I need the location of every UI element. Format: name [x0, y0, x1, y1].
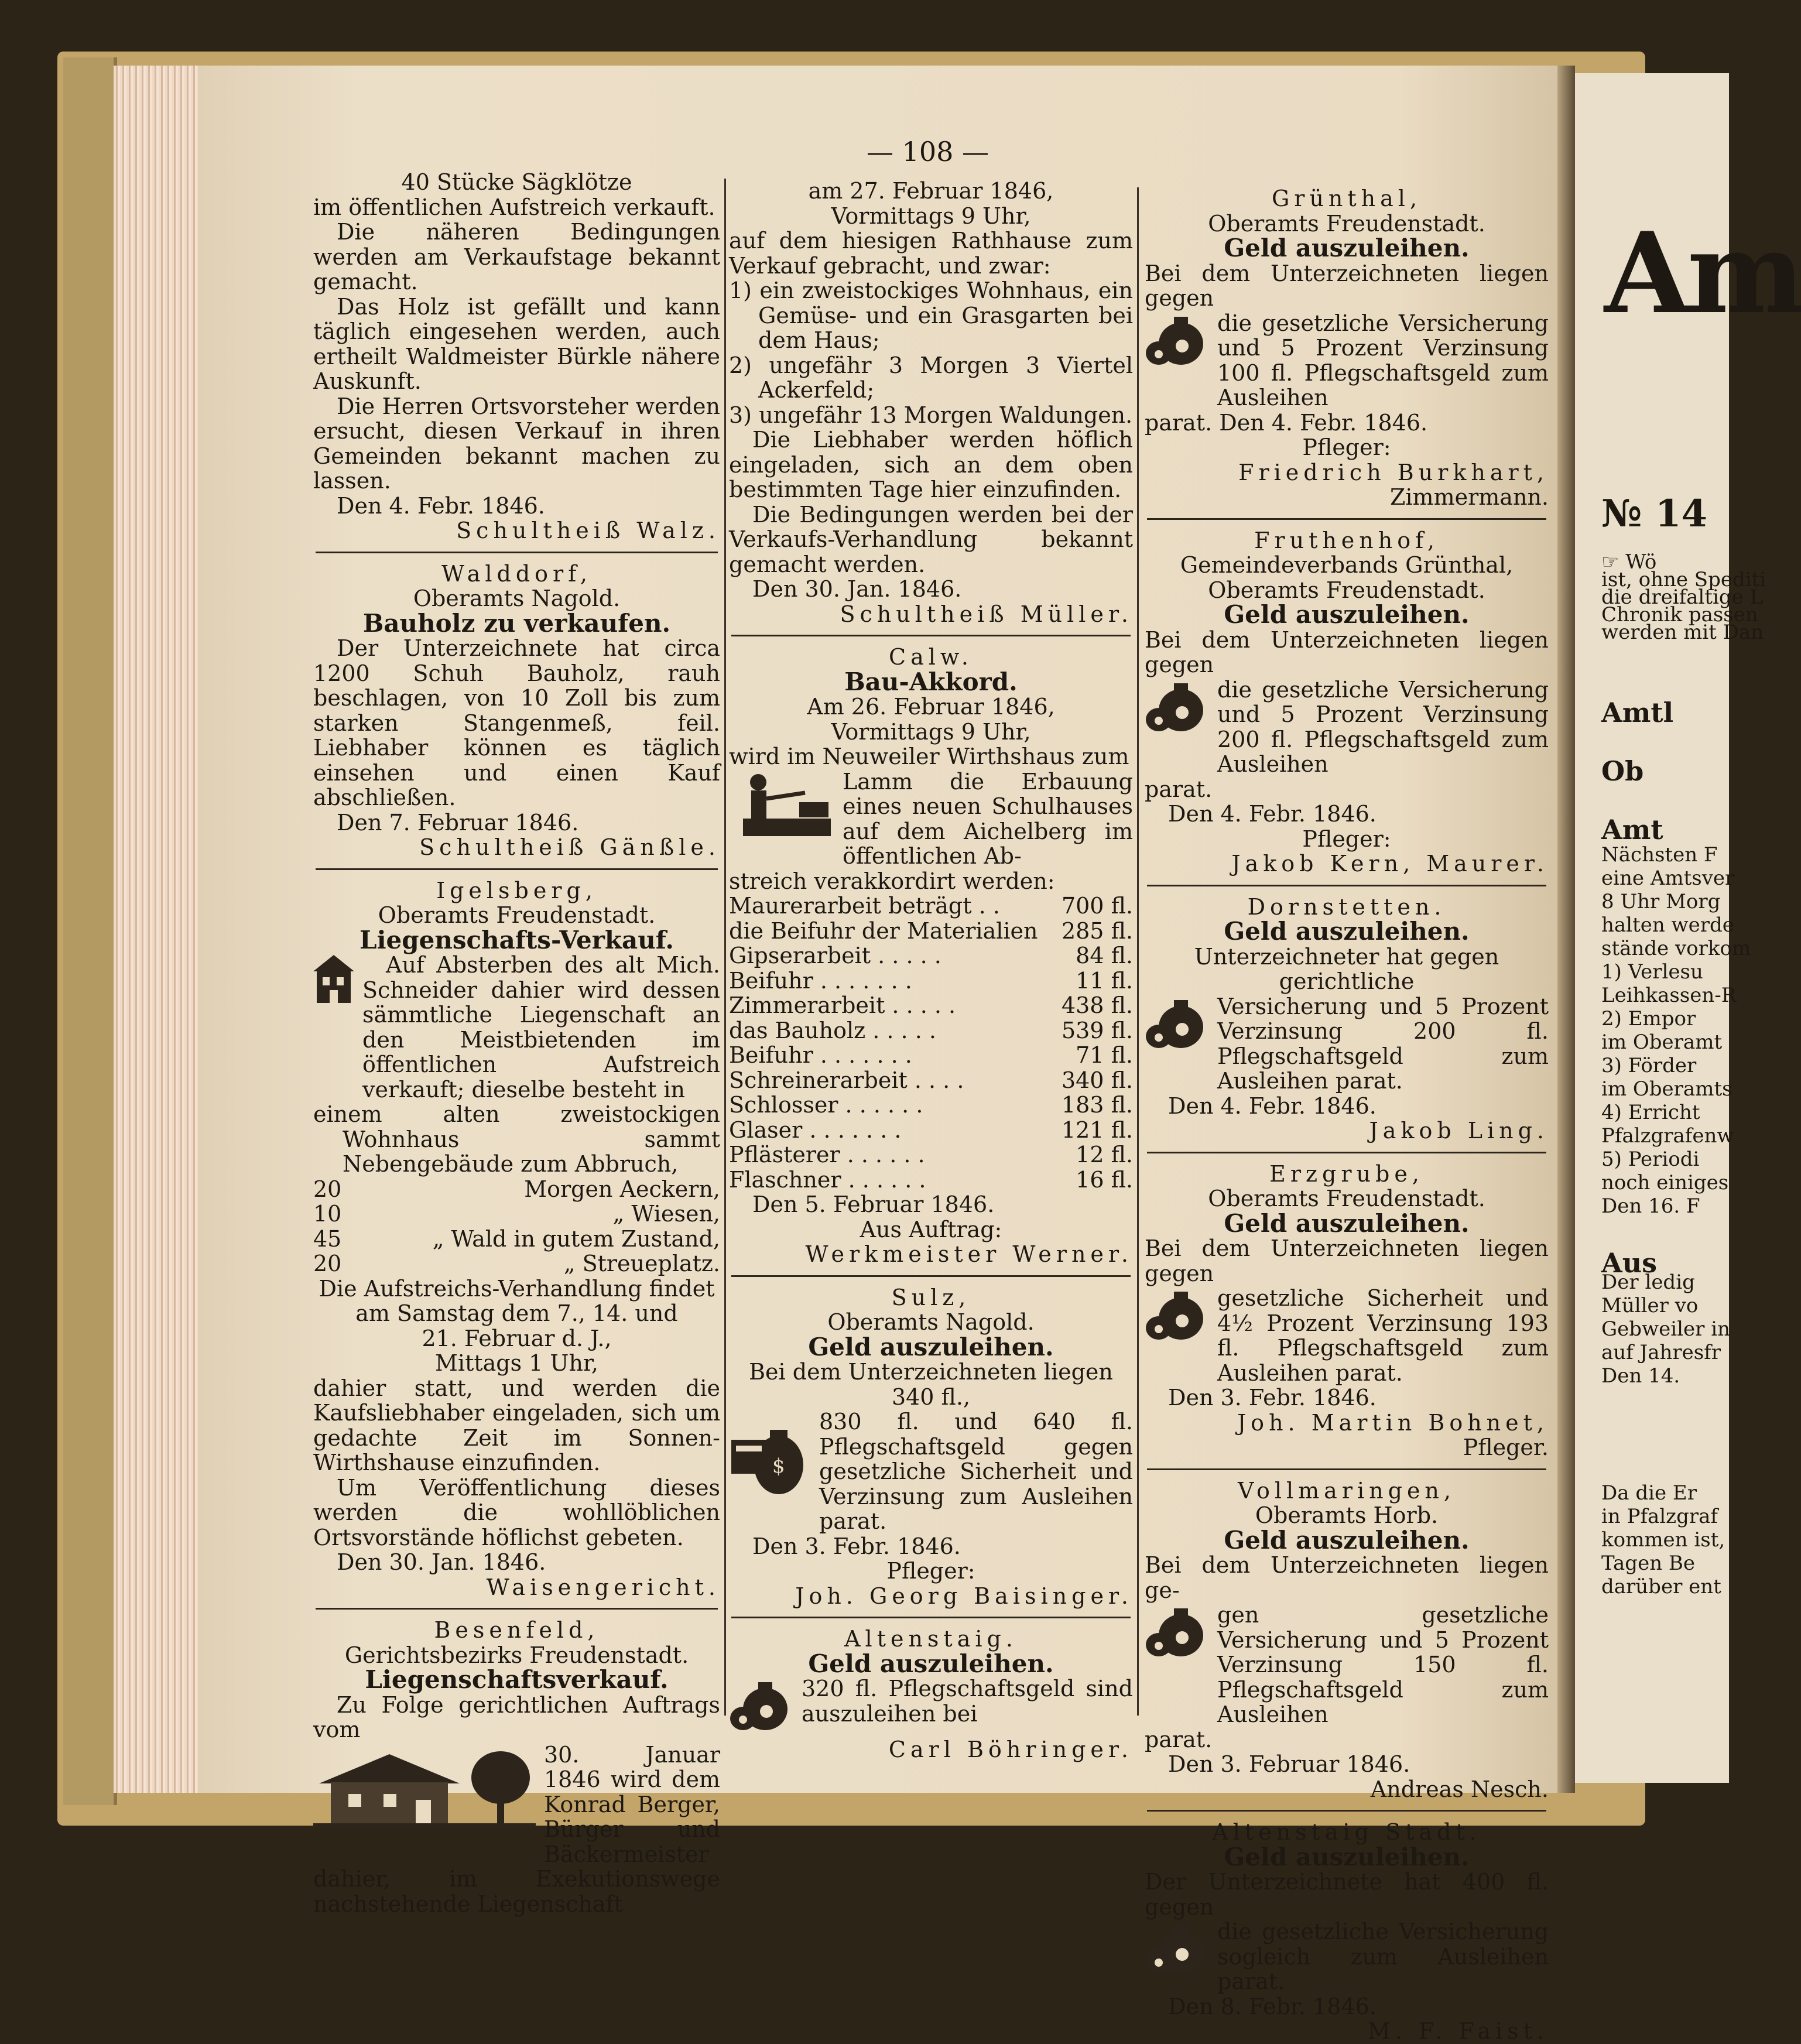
- money-icon: [1145, 1603, 1209, 1663]
- ad-heading: Geld auszuleihen.: [1224, 234, 1470, 262]
- item-label: 10: [313, 1201, 342, 1227]
- page-number: — 108 —: [867, 136, 989, 167]
- ad-heading: Geld auszuleihen.: [808, 1649, 1054, 1678]
- text-line: Die Bedingungen werden bei der Verkaufs-Verhandlung bekannt gemacht werden.: [729, 501, 1133, 577]
- column-rule: [1137, 187, 1139, 1716]
- money-icon: [1145, 311, 1209, 372]
- text-line: Der Unterzeichnete hat circa 1200 Schuh Bauholz, rauh beschlagen, von 10 Zoll bis zum starken Stangenmeß, feil. Liebhaber können es täglich einsehen und einen Kauf abschließen.: [313, 635, 720, 810]
- text-line: Igelsberg,: [436, 877, 597, 903]
- text-line: Oberamts Horb.: [1255, 1502, 1439, 1528]
- item-value: „ Wald in gutem Zustand,: [432, 1225, 720, 1252]
- next-page-line: ☞ Wö: [1601, 550, 1657, 574]
- next-page-line: Amt: [1601, 814, 1663, 845]
- text-line: Am 26. Februar 1846,: [807, 694, 1055, 720]
- text-line: gesetzliche Sicherheit und 4½ Prozent Verzinsung 193 fl. Pflegschaftsgeld zum Ausleihen parat.: [1217, 1285, 1549, 1386]
- text-line: Joh. Martin Bohnet,: [1237, 1409, 1549, 1436]
- ad-heading: Geld auszuleihen.: [808, 1332, 1054, 1361]
- text-line: Joh. Georg Baisinger.: [795, 1583, 1133, 1609]
- text-line: Die Liebhaber werden höflich eingeladen, sich an dem oben bestimmten Tage hier einzufinden.: [729, 427, 1133, 502]
- next-page-line: ist, ohne Spediti: [1601, 568, 1766, 591]
- next-page-line: Chronik passen: [1601, 603, 1758, 626]
- text-line: Oberamts Freudenstadt.: [378, 902, 656, 928]
- text-line: Calw.: [889, 644, 973, 670]
- column-1: [313, 170, 720, 1916]
- line-item: [729, 1167, 1133, 1193]
- money-icon: [1145, 1286, 1209, 1347]
- text-line: Lamm die Erbauung eines neuen Schulhauses auf dem Aichelberg im öffentlichen Ab-: [843, 768, 1133, 869]
- text-line: dahier, im Exekutionswege nachstehende Liegenschaft: [313, 1866, 720, 1917]
- text-line: Andreas Nesch.: [1370, 1776, 1549, 1802]
- text-line: Vormittags 9 Uhr,: [831, 718, 1031, 745]
- next-page-line: Amtl: [1601, 697, 1674, 728]
- text-line: Pfleger:: [1302, 826, 1391, 852]
- text-line: Den 4. Febr. 1846.: [1168, 1093, 1377, 1119]
- text-line: Sulz,: [891, 1284, 971, 1310]
- section-rule: [1147, 1468, 1546, 1470]
- text-line: Vormittags 9 Uhr,: [831, 203, 1031, 229]
- item-label: die Beifuhr der Materialien: [729, 917, 1038, 944]
- item-value: „ Streueplatz.: [563, 1251, 720, 1276]
- text-line: wird im Neuweiler Wirthshaus zum: [729, 744, 1129, 769]
- text-line: Vollmaringen,: [1238, 1477, 1456, 1504]
- section-rule: [316, 1608, 718, 1610]
- item-value: „ Wiesen,: [612, 1201, 720, 1227]
- next-page-line: Gebweiler in: [1601, 1317, 1730, 1341]
- line-item: [729, 1142, 1133, 1167]
- text-line: Die Herren Ortsvorsteher werden ersucht, diesen Verkauf in ihren Gemeinden bekannt machen zu lassen.: [313, 393, 720, 494]
- text-line: Bei dem Unterzeichneten liegen gegen: [1145, 260, 1549, 311]
- item-label: Maurerarbeit beträgt . .: [729, 893, 1000, 919]
- text-line: Oberamts Freudenstadt.: [1208, 210, 1485, 237]
- line-item: [729, 919, 1133, 944]
- text-line: Schultheiß Müller.: [840, 601, 1133, 627]
- illustrated-block: [1145, 1919, 1549, 1994]
- next-page-line: 4) Erricht: [1601, 1101, 1700, 1124]
- text-line: Die näheren Bedingungen werden am Verkaufstage bekannt gemacht.: [313, 219, 720, 295]
- text-line: Besenfeld,: [434, 1617, 600, 1643]
- text-line: Den 30. Jan. 1846.: [337, 1549, 546, 1575]
- section-rule: [731, 1275, 1131, 1277]
- text-line: Die Aufstreichs-Verhandlung findet am Samstag dem 7., 14. und: [319, 1275, 715, 1326]
- money-icon: [1145, 677, 1209, 738]
- column-rule: [724, 179, 726, 1716]
- section-rule: [316, 868, 718, 870]
- text-line: auf dem hiesigen Rathhause zum Verkauf gebracht, und zwar:: [729, 228, 1133, 279]
- item-label: Glaser . . . . . . .: [729, 1117, 902, 1143]
- next-page-line: 1) Verlesu: [1601, 960, 1703, 984]
- text-line: Dornstetten.: [1247, 893, 1446, 920]
- text-line: Jakob Kern, Maurer.: [1231, 851, 1549, 877]
- line-item: [729, 993, 1133, 1018]
- text-line: Bei dem Unterzeichneten liegen ge-: [1145, 1552, 1549, 1603]
- next-page-line: im Oberamt: [1601, 1030, 1723, 1054]
- line-item: [729, 1068, 1133, 1093]
- item-label: Schreinerarbeit . . . .: [729, 1067, 964, 1093]
- illustrated-block: [729, 1409, 1133, 1534]
- book-gutter: [1557, 66, 1575, 1793]
- text-line: 21. Februar d. J.,: [422, 1325, 612, 1351]
- item-label: Beifuhr . . . . . . .: [729, 967, 912, 994]
- column-3: [1145, 186, 1549, 2044]
- text-line: Gerichtsbezirks Freudenstadt.: [344, 1642, 689, 1668]
- item-label: Flaschner . . . . . .: [729, 1166, 926, 1193]
- text-line: dahier statt, und werden die Kaufsliebhaber eingeladen, sich um gedachte Zeit im Sonnen-Wirthshause einzufinden.: [313, 1375, 720, 1475]
- item-value: 71 fl.: [1076, 1042, 1133, 1068]
- line-item: [313, 1251, 720, 1276]
- ad-heading: Geld auszuleihen.: [1224, 1842, 1470, 1871]
- line-item: [729, 893, 1133, 919]
- next-page-line: stände vorkom: [1601, 937, 1751, 960]
- ad-heading: 3) ungefähr 13 Morgen Waldungen.: [729, 402, 1133, 428]
- ad-heading: 2) ungefähr 3 Morgen 3 Viertel Ackerfeld;: [729, 352, 1133, 403]
- item-value: 539 fl.: [1061, 1017, 1133, 1043]
- text-line: Oberamts Freudenstadt.: [1208, 1186, 1485, 1211]
- text-line: im öffentlichen Aufstreich verkauft.: [313, 194, 715, 220]
- illustrated-block: [1145, 677, 1549, 777]
- ad-heading: Liegenschaftsverkauf.: [365, 1665, 669, 1694]
- money-icon: [729, 1676, 793, 1737]
- text-line: Den 7. Februar 1846.: [337, 809, 579, 836]
- text-line: Jakob Ling.: [1369, 1118, 1549, 1143]
- next-page-line: eine Amtsver: [1601, 867, 1735, 890]
- item-label: Beifuhr . . . . . . .: [729, 1042, 912, 1068]
- text-line: Oberamts Freudenstadt.: [1208, 577, 1485, 603]
- section-rule: [1147, 1152, 1546, 1153]
- next-page-line: Leihkassen-R: [1601, 984, 1737, 1007]
- text-line: Den 3. Febr. 1846.: [752, 1533, 961, 1559]
- illustrated-block: [729, 769, 1133, 869]
- farmhouse-icon: [313, 1742, 536, 1833]
- text-line: Der Unterzeichnete hat 400 fl. gegen: [1145, 1869, 1549, 1920]
- ad-heading: Geld auszuleihen.: [1224, 1525, 1470, 1555]
- text-line: parat. Den 4. Febr. 1846.: [1145, 409, 1428, 436]
- illustrated-block: [1145, 311, 1549, 410]
- line-item: [313, 1201, 720, 1227]
- text-line: Pfleger:: [886, 1558, 975, 1584]
- next-page-line: Der ledig: [1601, 1271, 1695, 1294]
- text-line: Grünthal,: [1271, 186, 1422, 211]
- item-label: Zimmerarbeit . . . . .: [729, 992, 956, 1018]
- section-rule: [1147, 518, 1546, 520]
- text-line: 830 fl. und 640 fl. Pflegschaftsgeld gegen gesetzliche Sicherheit und Verzinsung zum Ausleihen parat.: [819, 1409, 1133, 1534]
- text-line: parat.: [1145, 776, 1213, 802]
- line-item: [729, 1043, 1133, 1068]
- line-item: [729, 943, 1133, 968]
- item-label: 20: [313, 1251, 342, 1276]
- section-rule: [731, 635, 1131, 636]
- item-label: das Bauholz . . . . .: [729, 1017, 936, 1043]
- item-label: Pflästerer . . . . . .: [729, 1142, 925, 1167]
- text-line: Walddorf,: [441, 560, 593, 587]
- illustrated-block: [313, 1742, 720, 1867]
- next-page-line: in Pfalzgraf: [1601, 1505, 1718, 1528]
- next-page-line: Pfalzgrafenw: [1601, 1124, 1734, 1148]
- next-page-masthead: Am: [1604, 208, 1801, 338]
- text-line: Den 4. Febr. 1846.: [337, 492, 545, 519]
- illustrated-block: [313, 953, 720, 1102]
- text-line: 30. Januar 1846 wird dem Konrad Berger, Bürger und Bäckermeister: [544, 1741, 720, 1867]
- next-page-line: 2) Empor: [1601, 1007, 1696, 1030]
- text-line: Oberamts Nagold.: [827, 1309, 1035, 1335]
- next-page-line: Aus: [1601, 1247, 1658, 1279]
- ad-heading: Geld auszuleihen.: [1224, 917, 1470, 946]
- next-page-line: Den 16. F: [1601, 1194, 1700, 1218]
- text-line: streich verakkordirt werden:: [729, 868, 1055, 894]
- line-item: [313, 1177, 720, 1202]
- text-line: Aus Auftrag:: [860, 1216, 1002, 1242]
- line-item: [313, 1227, 720, 1252]
- text-line: Bei dem Unterzeichneten liegen gegen: [1145, 626, 1549, 677]
- ad-heading: Geld auszuleihen.: [1224, 1208, 1470, 1238]
- text-line: Carl Böhringer.: [888, 1737, 1133, 1762]
- item-label: 45: [313, 1225, 342, 1252]
- svg-text:$: $: [772, 1454, 785, 1478]
- text-line: Den 3. Febr. 1846.: [1168, 1385, 1377, 1410]
- text-line: Pfleger:: [1302, 434, 1391, 460]
- text-line: Gemeindeverbands Grünthal,: [1180, 552, 1514, 578]
- text-line: Altenstaig Stadt.: [1212, 1819, 1481, 1845]
- illustrated-block: [729, 1676, 1133, 1737]
- money-icon: [1145, 1919, 1209, 1980]
- item-value: 340 fl.: [1061, 1067, 1133, 1093]
- ad-heading: Bauholz zu verkaufen.: [362, 608, 671, 638]
- text-line: M. F. Faist.: [1367, 2018, 1549, 2044]
- next-page-line: Tagen Be: [1601, 1552, 1696, 1575]
- column-2: [729, 179, 1133, 1762]
- line-item: [729, 1093, 1133, 1118]
- next-page-line: Ob: [1601, 755, 1644, 787]
- book-spine: [63, 57, 117, 1805]
- text-line: Um Veröffentlichung dieses werden die wohllöblichen Ortsvorstände höflichst gebeten.: [313, 1474, 720, 1550]
- item-value: 12 fl.: [1076, 1142, 1133, 1167]
- item-value: 11 fl.: [1076, 967, 1133, 994]
- item-value: Morgen Aeckern,: [524, 1176, 720, 1202]
- text-line: parat.: [1145, 1726, 1213, 1752]
- money-icon: [1145, 994, 1209, 1055]
- text-line: Versicherung und 5 Prozent Verzinsung 200 fl. Pflegschaftsgeld zum Ausleihen parat.: [1217, 993, 1549, 1094]
- next-page-line: 8 Uhr Morg: [1601, 890, 1721, 913]
- ad-heading: Geld auszuleihen.: [1224, 600, 1470, 629]
- text-line: Den 30. Jan. 1846.: [752, 576, 962, 602]
- text-line: Mittags 1 Uhr,: [435, 1350, 598, 1376]
- text-line: Pfleger.: [1463, 1434, 1549, 1460]
- next-page-line: kommen ist,: [1601, 1528, 1725, 1552]
- next-page-line: die dreifaltige L: [1601, 586, 1764, 609]
- text-line: Oberamts Nagold.: [413, 586, 621, 611]
- text-line: Den 8. Febr. 1846.: [1168, 1993, 1377, 2019]
- line-item: [729, 968, 1133, 994]
- illustrated-block: [1145, 1286, 1549, 1385]
- text-line: Den 5. Februar 1846.: [752, 1192, 995, 1217]
- text-line: die gesetzliche Versicherung und 5 Prozent Verzinsung 100 fl. Pflegschaftsgeld zum Ausleihen: [1217, 310, 1549, 410]
- text-line: die gesetzliche Versicherung sogleich zum Ausleihen parat.: [1217, 1919, 1549, 1994]
- item-value: 285 fl.: [1061, 917, 1133, 944]
- item-label: 20: [313, 1176, 342, 1202]
- text-line: Erzgrube,: [1269, 1160, 1424, 1187]
- ad-heading: 1) ein zweistockiges Wohnhaus, ein Gemüse- und ein Grasgarten bei dem Haus;: [729, 278, 1133, 353]
- ad-heading: Bau-Akkord.: [844, 667, 1018, 696]
- next-page-line: auf Jahresfr: [1601, 1341, 1721, 1364]
- next-page-line: Nächsten F: [1601, 843, 1718, 867]
- next-page-line: halten werde: [1601, 913, 1734, 937]
- builder-icon: [729, 769, 834, 842]
- text-line: Waisengericht.: [486, 1574, 720, 1600]
- text-line: Fruthenhof,: [1254, 527, 1439, 553]
- text-line: gen gesetzliche Versicherung und 5 Prozent Verzinsung 150 fl. Pflegschaftsgeld zum Ausleihen: [1217, 1602, 1549, 1727]
- item-value: 16 fl.: [1076, 1166, 1133, 1193]
- next-page-line: 3) Förder: [1601, 1054, 1697, 1077]
- text-line: Auf Absterben des alt Mich. Schneider dahier wird dessen sämmtliche Liegenschaft an den Meistbietenden im öffentlichen Aufstreich verkauft; dieselbe besteht in: [362, 952, 720, 1103]
- next-page-line: Müller vo: [1601, 1294, 1699, 1317]
- text-line: Friedrich Burkhart,: [1238, 459, 1549, 485]
- item-value: 121 fl.: [1061, 1117, 1133, 1143]
- item-value: 700 fl.: [1061, 893, 1133, 919]
- text-line: Bei dem Unterzeichneten liegen gegen: [1145, 1235, 1549, 1286]
- illustrated-block: [1145, 1603, 1549, 1727]
- house-icon: [313, 953, 354, 1008]
- next-page-line: darüber ent: [1601, 1575, 1721, 1598]
- next-page-issue: № 14: [1601, 492, 1707, 536]
- text-line: Unterzeichneter hat gegen gerichtliche: [1194, 943, 1499, 994]
- text-line: 320 fl. Pflegschaftsgeld sind auszuleihen bei: [802, 1676, 1133, 1727]
- text-line: am 27. Februar 1846,: [808, 178, 1054, 204]
- moneybag-icon: [729, 1409, 811, 1499]
- text-line: Zu Folge gerichtlichen Auftrags vom: [313, 1692, 720, 1742]
- text-line: Den 4. Febr. 1846.: [1168, 801, 1377, 827]
- section-rule: [316, 552, 718, 553]
- item-label: Gipserarbeit . . . . .: [729, 943, 941, 968]
- ad-heading: Liegenschafts-Verkauf.: [359, 925, 674, 954]
- section-rule: [1147, 1810, 1546, 1812]
- next-page-line: im Oberamts: [1601, 1077, 1732, 1101]
- item-value: 84 fl.: [1076, 943, 1133, 968]
- illustrated-block: [1145, 994, 1549, 1094]
- next-page-line: 5) Periodi: [1601, 1148, 1700, 1171]
- section-rule: [1147, 885, 1546, 886]
- text-line: Den 3. Februar 1846.: [1168, 1751, 1410, 1777]
- text-line: Schultheiß Gänßle.: [419, 834, 720, 860]
- next-page-line: Den 14.: [1601, 1364, 1680, 1388]
- ad-heading: einem alten zweistockigen Wohnhaus sammt Nebengebäude zum Abbruch,: [313, 1101, 720, 1177]
- text-line: Schultheiß Walz.: [456, 518, 720, 543]
- line-item: [729, 1018, 1133, 1043]
- text-line: Bei dem Unterzeichneten liegen 340 fl.,: [749, 1359, 1113, 1410]
- item-value: 438 fl.: [1061, 992, 1133, 1018]
- next-page-line: noch einiges: [1601, 1171, 1729, 1194]
- next-page-line: Da die Er: [1601, 1481, 1697, 1505]
- next-page-line: werden mit Dan: [1601, 621, 1764, 644]
- section-rule: [731, 1617, 1131, 1618]
- text-line: Das Holz ist gefällt und kann täglich eingesehen werden, auch ertheilt Waldmeister Bürkle nähere Auskunft.: [313, 293, 720, 394]
- text-line: Altenstaig.: [844, 1626, 1018, 1652]
- text-line: die gesetzliche Versicherung und 5 Prozent Verzinsung 200 fl. Pflegschaftsgeld zum Ausleihen: [1217, 676, 1549, 777]
- text-line: Werkmeister Werner.: [805, 1241, 1133, 1267]
- line-item: [729, 1118, 1133, 1143]
- page-edges: [114, 66, 201, 1793]
- item-label: Schlosser . . . . . .: [729, 1092, 923, 1118]
- item-value: 183 fl.: [1061, 1092, 1133, 1118]
- text-line: 40 Stücke Sägklötze: [401, 169, 632, 195]
- text-line: Zimmermann.: [1390, 484, 1549, 510]
